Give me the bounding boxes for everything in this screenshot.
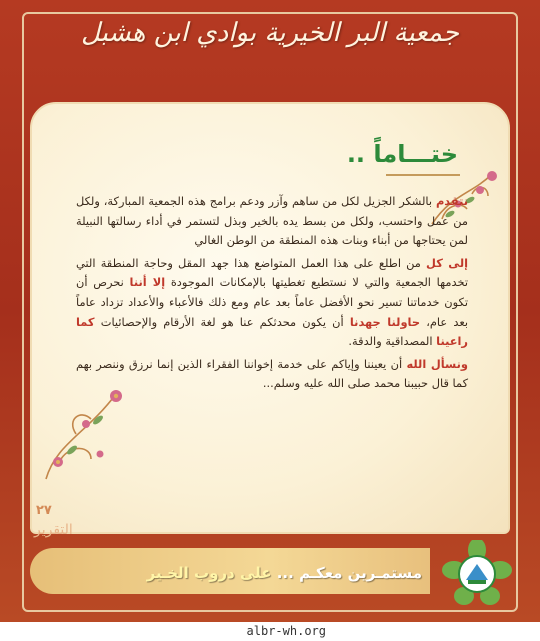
slogan-separator: ...: [276, 564, 294, 582]
organization-logo-icon: [442, 540, 512, 610]
paragraph-text: أن يكون محدثكم عنا هو لغة الأرقام والإحصائيات: [100, 314, 344, 329]
content-panel: [30, 102, 510, 534]
paragraph-note: [76, 254, 468, 352]
site-url: albr-wh.org: [246, 624, 326, 638]
paragraph-prayer: [76, 355, 468, 394]
closing-text: [76, 192, 468, 397]
footer-slogan: [147, 564, 422, 582]
page-number: ٢٧: [36, 503, 52, 518]
report-label: التقرير: [34, 522, 73, 538]
highlight-phrase: إلا أننا: [129, 275, 166, 290]
slogan-part-2: على دروب الخـير: [146, 564, 272, 582]
lead-phrase: إلى كل: [426, 255, 469, 270]
section-title: ختـــاماً ..: [346, 140, 458, 168]
lead-phrase: نتقدم: [435, 194, 468, 208]
slogan-part-1: مستمـرين معكـم: [299, 564, 422, 582]
paragraph-text: بالشكر الجزيل لكل من ساهم وآزر ودعم برامج هذه الجمعية المباركة، ولكل من عمل واحتسب، ولكل من بسط يده بالخير وبذل لتستمر في أداء رسالتها النبيلة لمن يحتاجها من أبناء وبنات هذه المنطقة من الوطن الغالي: [76, 194, 468, 248]
highlight-phrase: حاولنا جهدنا: [349, 314, 421, 329]
highlight-phrase: كما راعينا: [76, 314, 468, 349]
organization-title: جمعية البر الخيرية بوادي ابن هشبل: [81, 18, 459, 48]
paragraph-text: أن يعيننا وإياكم على خدمة إخواننا الفقراء الذين إنما نرزق وننصر بهم كما قال حبيبنا محمد صلى الله عليه وسلم...: [76, 356, 468, 391]
paragraph-text: نحرص أن تكون خدماتنا تسير نحو الأفضل عاماً بعد عام ومع ذلك فالأعباء والأعداد تزداد عاماً بعد عام،: [76, 275, 469, 329]
paragraph-text: المصداقية والدقة.: [348, 334, 433, 349]
paragraph-text: من اطلع على هذا العمل المتواضع هذا جهد المقل وحاجة المنطقة التي تخدمها الجمعية والتي لا نستطيع تغطيتها بالإمكانات الموجودة: [76, 255, 468, 290]
lead-phrase: ونسأل الله: [406, 356, 468, 371]
paragraph-thanks: [76, 192, 468, 251]
